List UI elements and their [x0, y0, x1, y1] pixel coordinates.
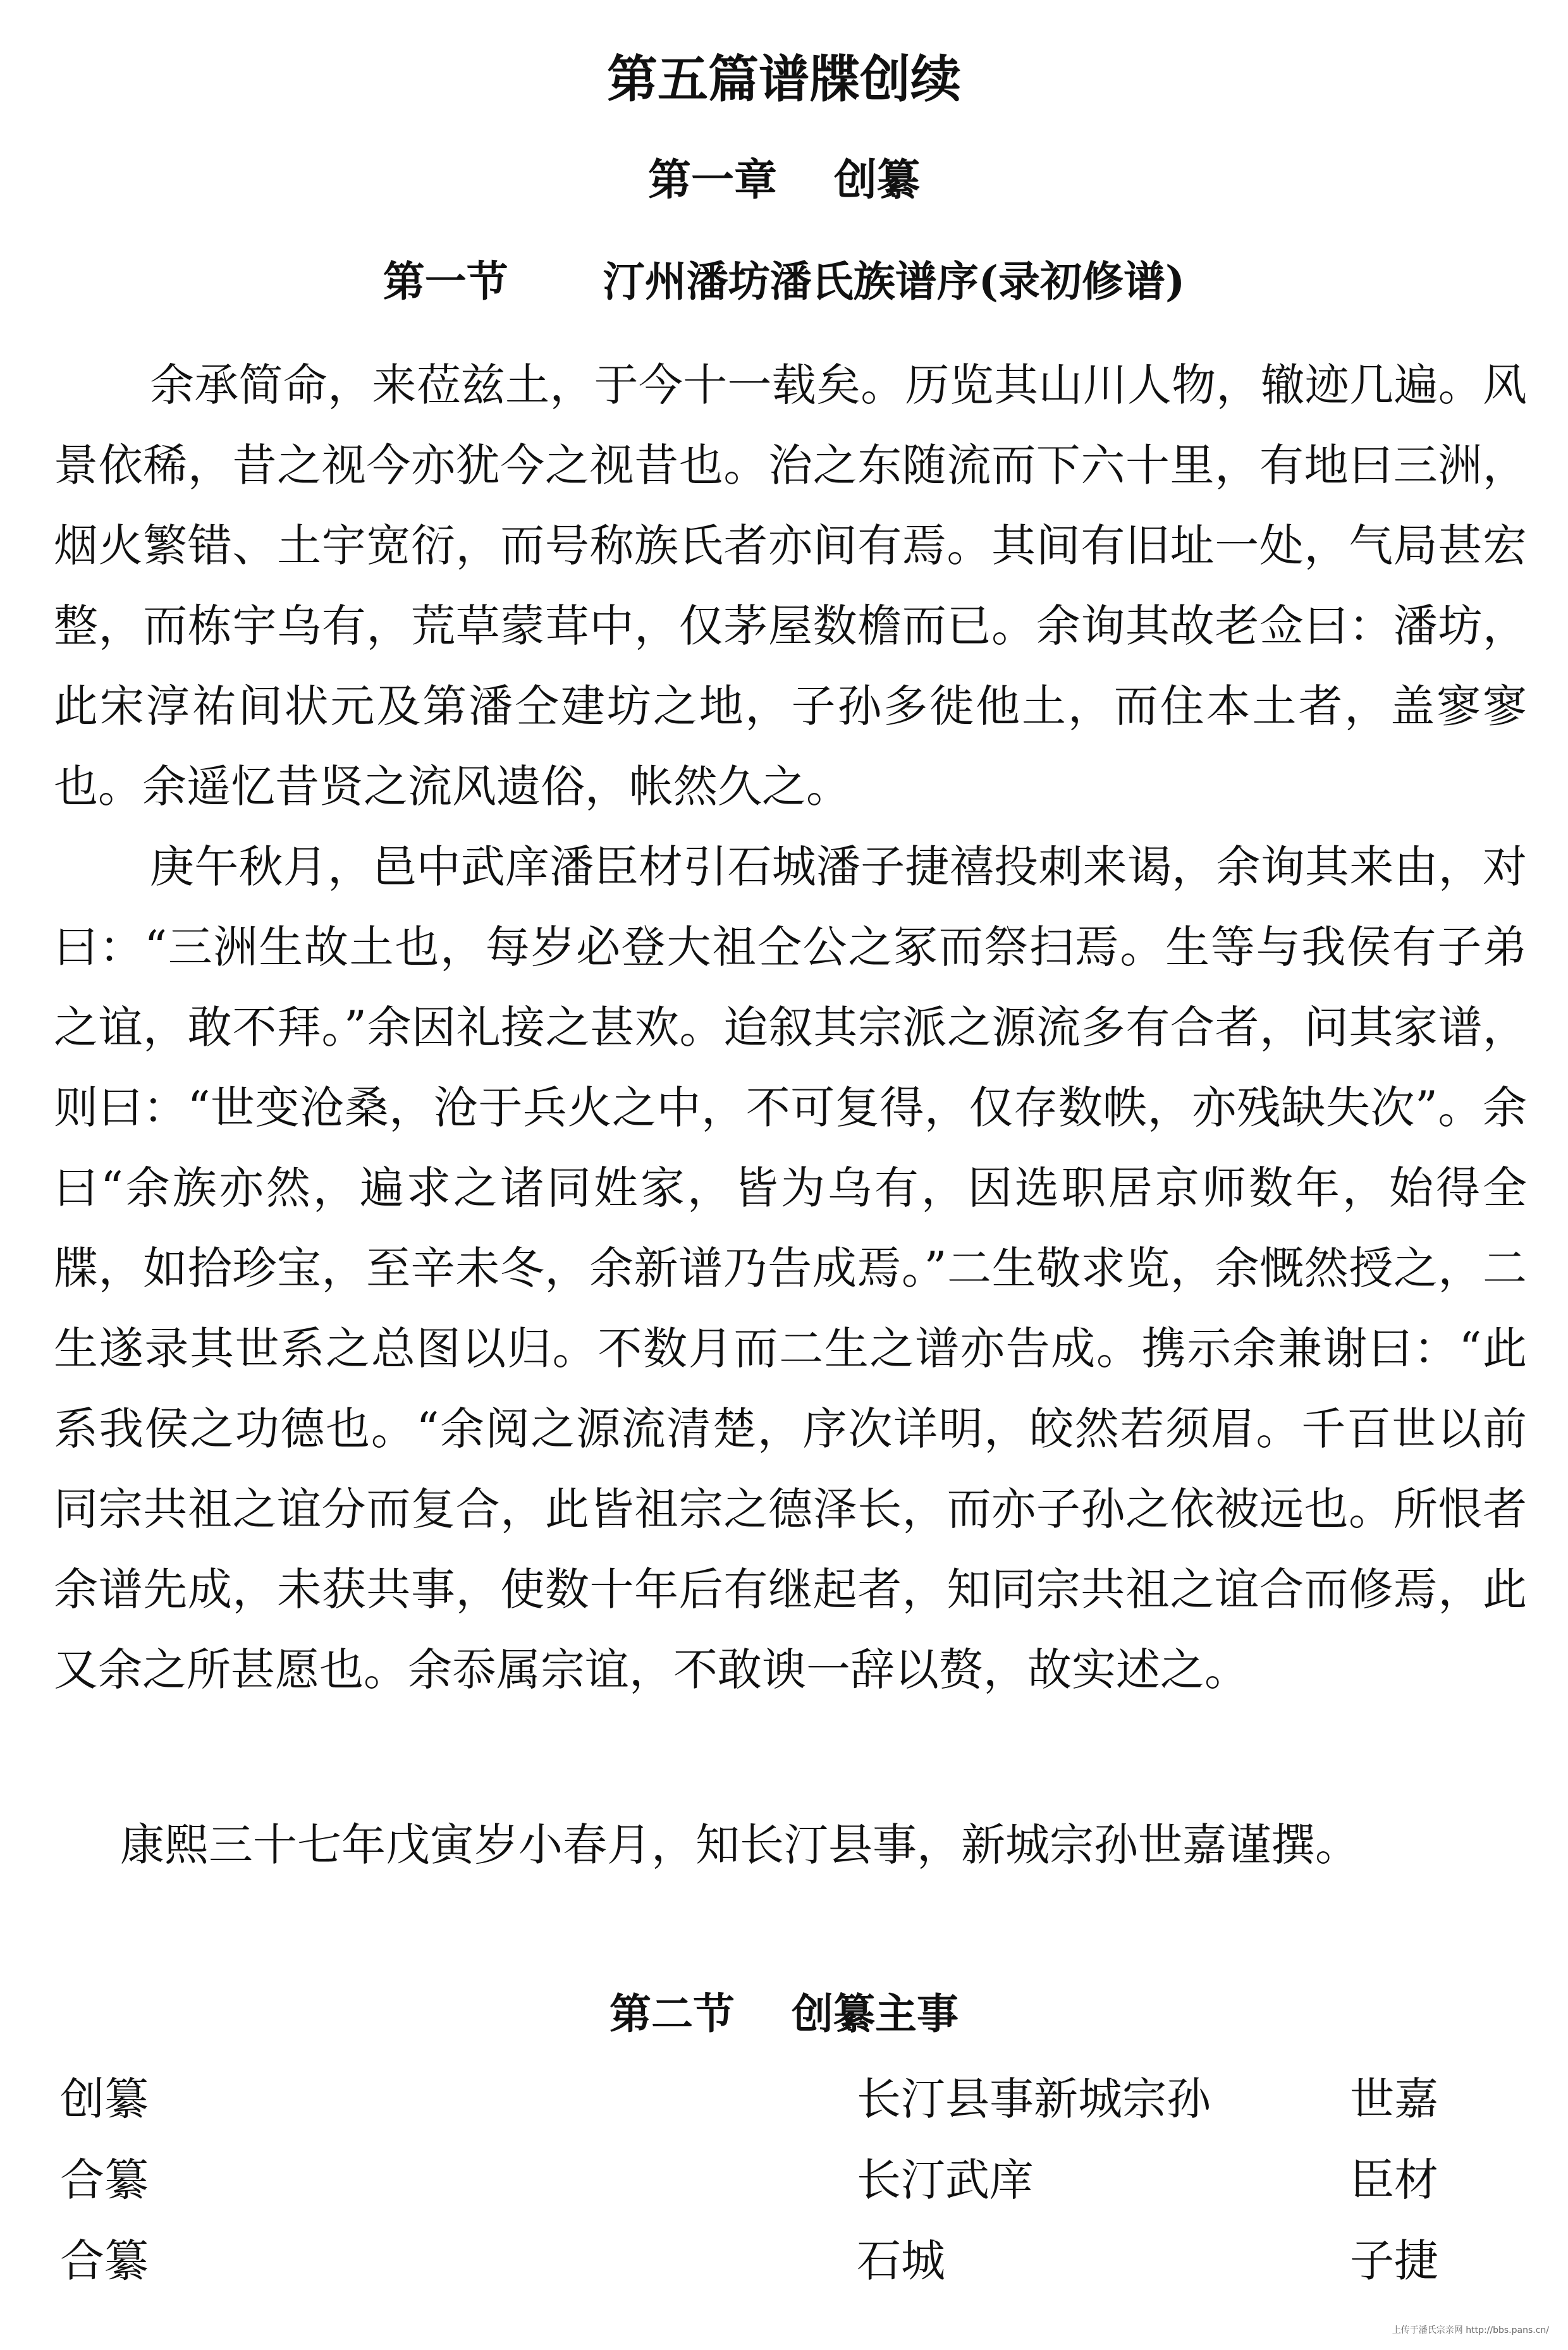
compilers-table — [60, 2055, 1514, 2298]
staff-office: 长汀县事新城宗孙 — [857, 2072, 1211, 2125]
staff-role: 合纂 — [60, 2153, 149, 2206]
section2-name: 创纂主事 — [792, 1989, 959, 2038]
staff-office: 石城 — [857, 2234, 945, 2287]
staff-name: 臣材 — [1350, 2153, 1438, 2206]
part-title: 第五篇谱牒创续 — [607, 49, 961, 109]
chapter-number: 第一章 — [647, 155, 777, 205]
chapter-name: 创纂 — [834, 155, 921, 205]
site-watermark: 上传于潘氏宗亲网 http://bbs.pans.cn/ — [1392, 2325, 1549, 2335]
staff-role: 合纂 — [60, 2234, 149, 2287]
preface-paragraph-1: 余承简命，来莅兹土，于今十一载矣。历览其山川人物，辙迹几遍。风景依稀，昔之视今亦犹今之视昔也。治之东随流而下六十里，有地曰三洲，烟火繁错、土宇宽衍，而号称族氏者亦间有焉。其间有旧址一处，气局甚宏整，而栋宇乌有，荒草蒙茸中，仅茅屋数檐而已。余询其故老佥曰：潘坊，此宋淳祐间状元及第潘仝建坊之地，子孙多徙他土，而住本土者，盖寥寥也。余遥忆昔贤之流风遗俗，帐然久之。 — [54, 359, 1527, 812]
staff-office: 长汀武庠 — [857, 2153, 1034, 2206]
staff-role: 创纂 — [60, 2072, 149, 2125]
staff-name: 世嘉 — [1350, 2072, 1438, 2125]
section2-number: 第二节 — [609, 1989, 735, 2038]
staff-name: 子捷 — [1350, 2234, 1438, 2287]
section-name: 汀州潘坊潘氏族谱序(录初修谱) — [603, 257, 1185, 306]
chapter-heading — [0, 145, 1568, 215]
table-row — [60, 2136, 1514, 2217]
section-heading — [0, 247, 1568, 316]
author-signoff: 康熙三十七年戊寅岁小春月，知长汀县事，新城宗孙世嘉谨撰。 — [120, 1819, 1359, 1871]
table-row — [60, 2217, 1514, 2298]
section-number: 第一节 — [383, 257, 508, 306]
section2-heading — [0, 1979, 1568, 2048]
table-row — [60, 2055, 1514, 2136]
preface-paragraph-2: 庚午秋月，邑中武庠潘臣材引石城潘子捷禧投刺来谒，余询其来由，对曰：“三洲生故土也，每岁必登大祖仝公之冢而祭扫焉。生等与我侯有子弟之谊，敢不拜。”余因礼接之甚欢。迨叙其宗派之源流多有合者，问其家谱，则曰：“世变沧桑，沧于兵火之中，不可复得，仅存数帙，亦残缺失次”。余曰“余族亦然，遍求之诸同姓家，皆为乌有，因选职居京师数年，始得全牒，如拾珍宝，至辛未冬，余新谱乃告成焉。”二生敬求览，余慨然授之，二生遂录其世系之总图以归。不数月而二生之谱亦告成。携示余兼谢曰：“此系我侯之功德也。“余阅之源流清楚，序次详明，皎然若须眉。千百世以前同宗共祖之谊分而复合，此皆祖宗之德泽长，而亦子孙之依被远也。所恨者余谱先成，未获共事，使数十年后有继起者，知同宗共祖之谊合而修焉，此又余之所甚愿也。余忝属宗谊，不敢谀一辞以赘，故实述之。 — [54, 841, 1527, 1696]
